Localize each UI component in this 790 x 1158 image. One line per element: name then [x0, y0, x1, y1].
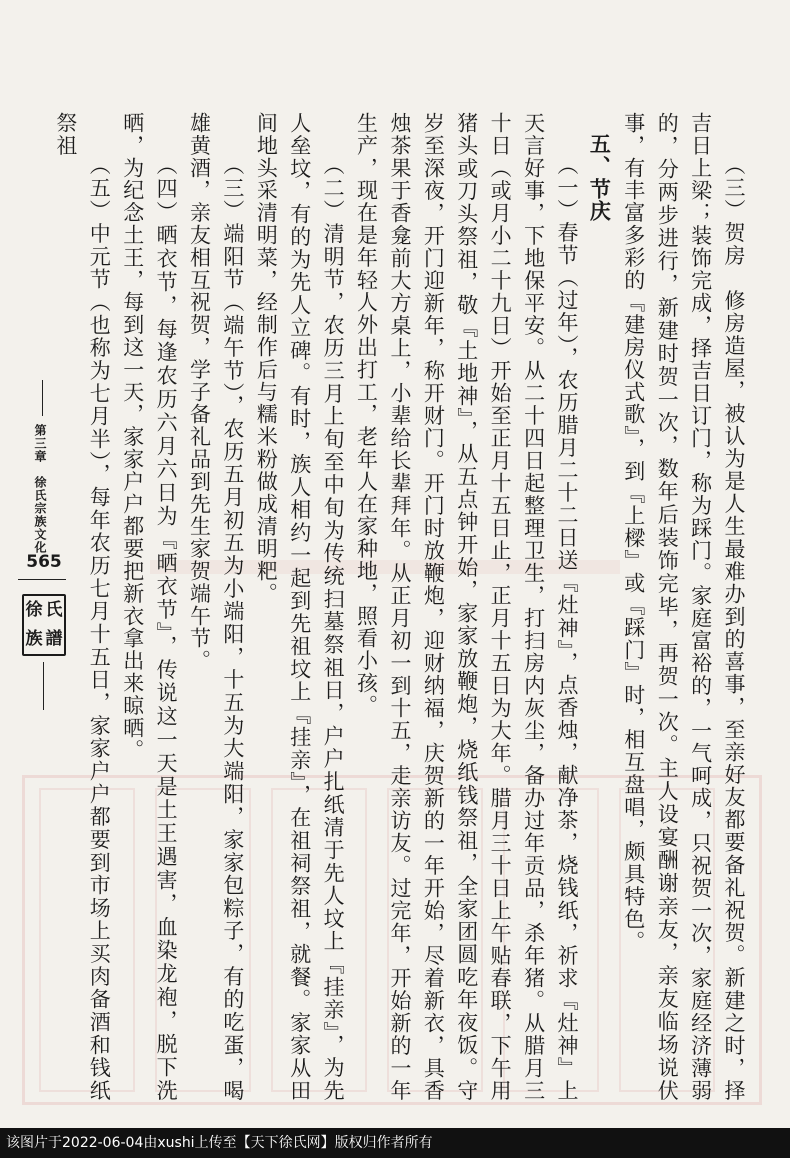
margin-rule — [43, 662, 44, 710]
seal-char: 譜 — [45, 629, 63, 649]
paragraph-house-celebration: （三）贺房 修房造屋，被认为是人生最难办到的喜事，至亲好友都要备礼祝贺。新建之时，择吉日上梁；装饰完成，择吉日订门，称为踩门。家庭富裕的，一气呵成，只祝贺一次，家庭经济薄弱的，分两步进行，新建时贺一次，数年后装饰完毕，再贺一次。主人设宴酬谢亲友，亲友临场说伏事，有丰富多彩的『建房仪式歌』，到『上樑』或『踩门』时，相互盘唱，颇具特色。 — [621, 112, 746, 1102]
running-head — [28, 380, 58, 710]
seal-char: 族 — [25, 629, 43, 649]
paragraph-spring-festival: （一）春节（过年），农历腊月二十二日送『灶神』，点香烛，献净茶，烧钱纸，祈求『灶神』上天言好事，下地保平安。从二十四日起整理卫生，打扫房内灰尘，备办过年贡品，杀年猪。从腊月三十日（或月小二十九日）开始至正月十五日止，正月十五日为大年。腊月三十日上午贴春联，下午用猪头或刀头祭祖，敬『土地神』，从五点钟开始，家家放鞭炮，烧纸钱祭祖，全家团圆吃年夜饭。守岁至深夜，开门迎新年，称开财门。开门时放鞭炮，迎财纳福，庆贺新的一年开始，尽着新衣，具香烛茶果于香龛前大方桌上，小辈给长辈拜年。从正月初一到十五，走亲访友。过完年，开始新的一年生产，现在是年轻人外出打工，老年人在家种地，照看小孩。 — [354, 112, 579, 1102]
paragraph-qingming: （二）清明节，农历三月上旬至中旬为传统扫墓祭祖日，户户扎纸清于先人坟上『挂亲』，为先人垒坟，有的为先人立碑。有时，族人相约一起到先祖坟上『挂亲』，在祖祠祭祖，就餐。家家从田间地头采清明菜，经制作后与糯米粉做成清明粑。 — [254, 112, 346, 1102]
paragraph-duanyang: （三）端阳节（端午节），农历五月初五为小端阳，十五为大端阳，家家包粽子，有的吃蛋，喝雄黄酒，亲友相互祝贺，学子备礼品到先生家贺端午节。 — [187, 112, 245, 1102]
upload-caption-bar — [0, 1128, 790, 1158]
upload-caption: 该图片于2022-06-04由xushi上传至【天下徐氏网】版权归作者所有 — [6, 1135, 433, 1151]
genealogy-seal-logo — [22, 594, 66, 656]
page-number-rule — [18, 579, 66, 580]
page-body-text — [48, 112, 750, 1102]
section-heading-festivals: 五、节庆 — [587, 133, 613, 223]
seal-char: 徐 — [25, 600, 43, 620]
page-number: 565 — [26, 552, 62, 572]
chapter-title: 第三章 徐氏宗族文化 — [33, 424, 47, 554]
running-head-rule — [42, 380, 43, 416]
seal-char: 氏 — [45, 600, 63, 620]
paragraph-zhongyuan: （五）中元节（也称为七月半），每年农历七月十五日，家家户户都要到市场上买肉备酒和钱纸祭祖 — [53, 112, 112, 1102]
paragraph-clothes-drying: （四）晒衣节，每逢农历六月六日为『晒衣节』，传说这一天是土王遇害，血染龙袍，脱下洗晒，为纪念土王，每到这一天，家家户户都要把新衣拿出来晾晒。 — [120, 112, 179, 1102]
